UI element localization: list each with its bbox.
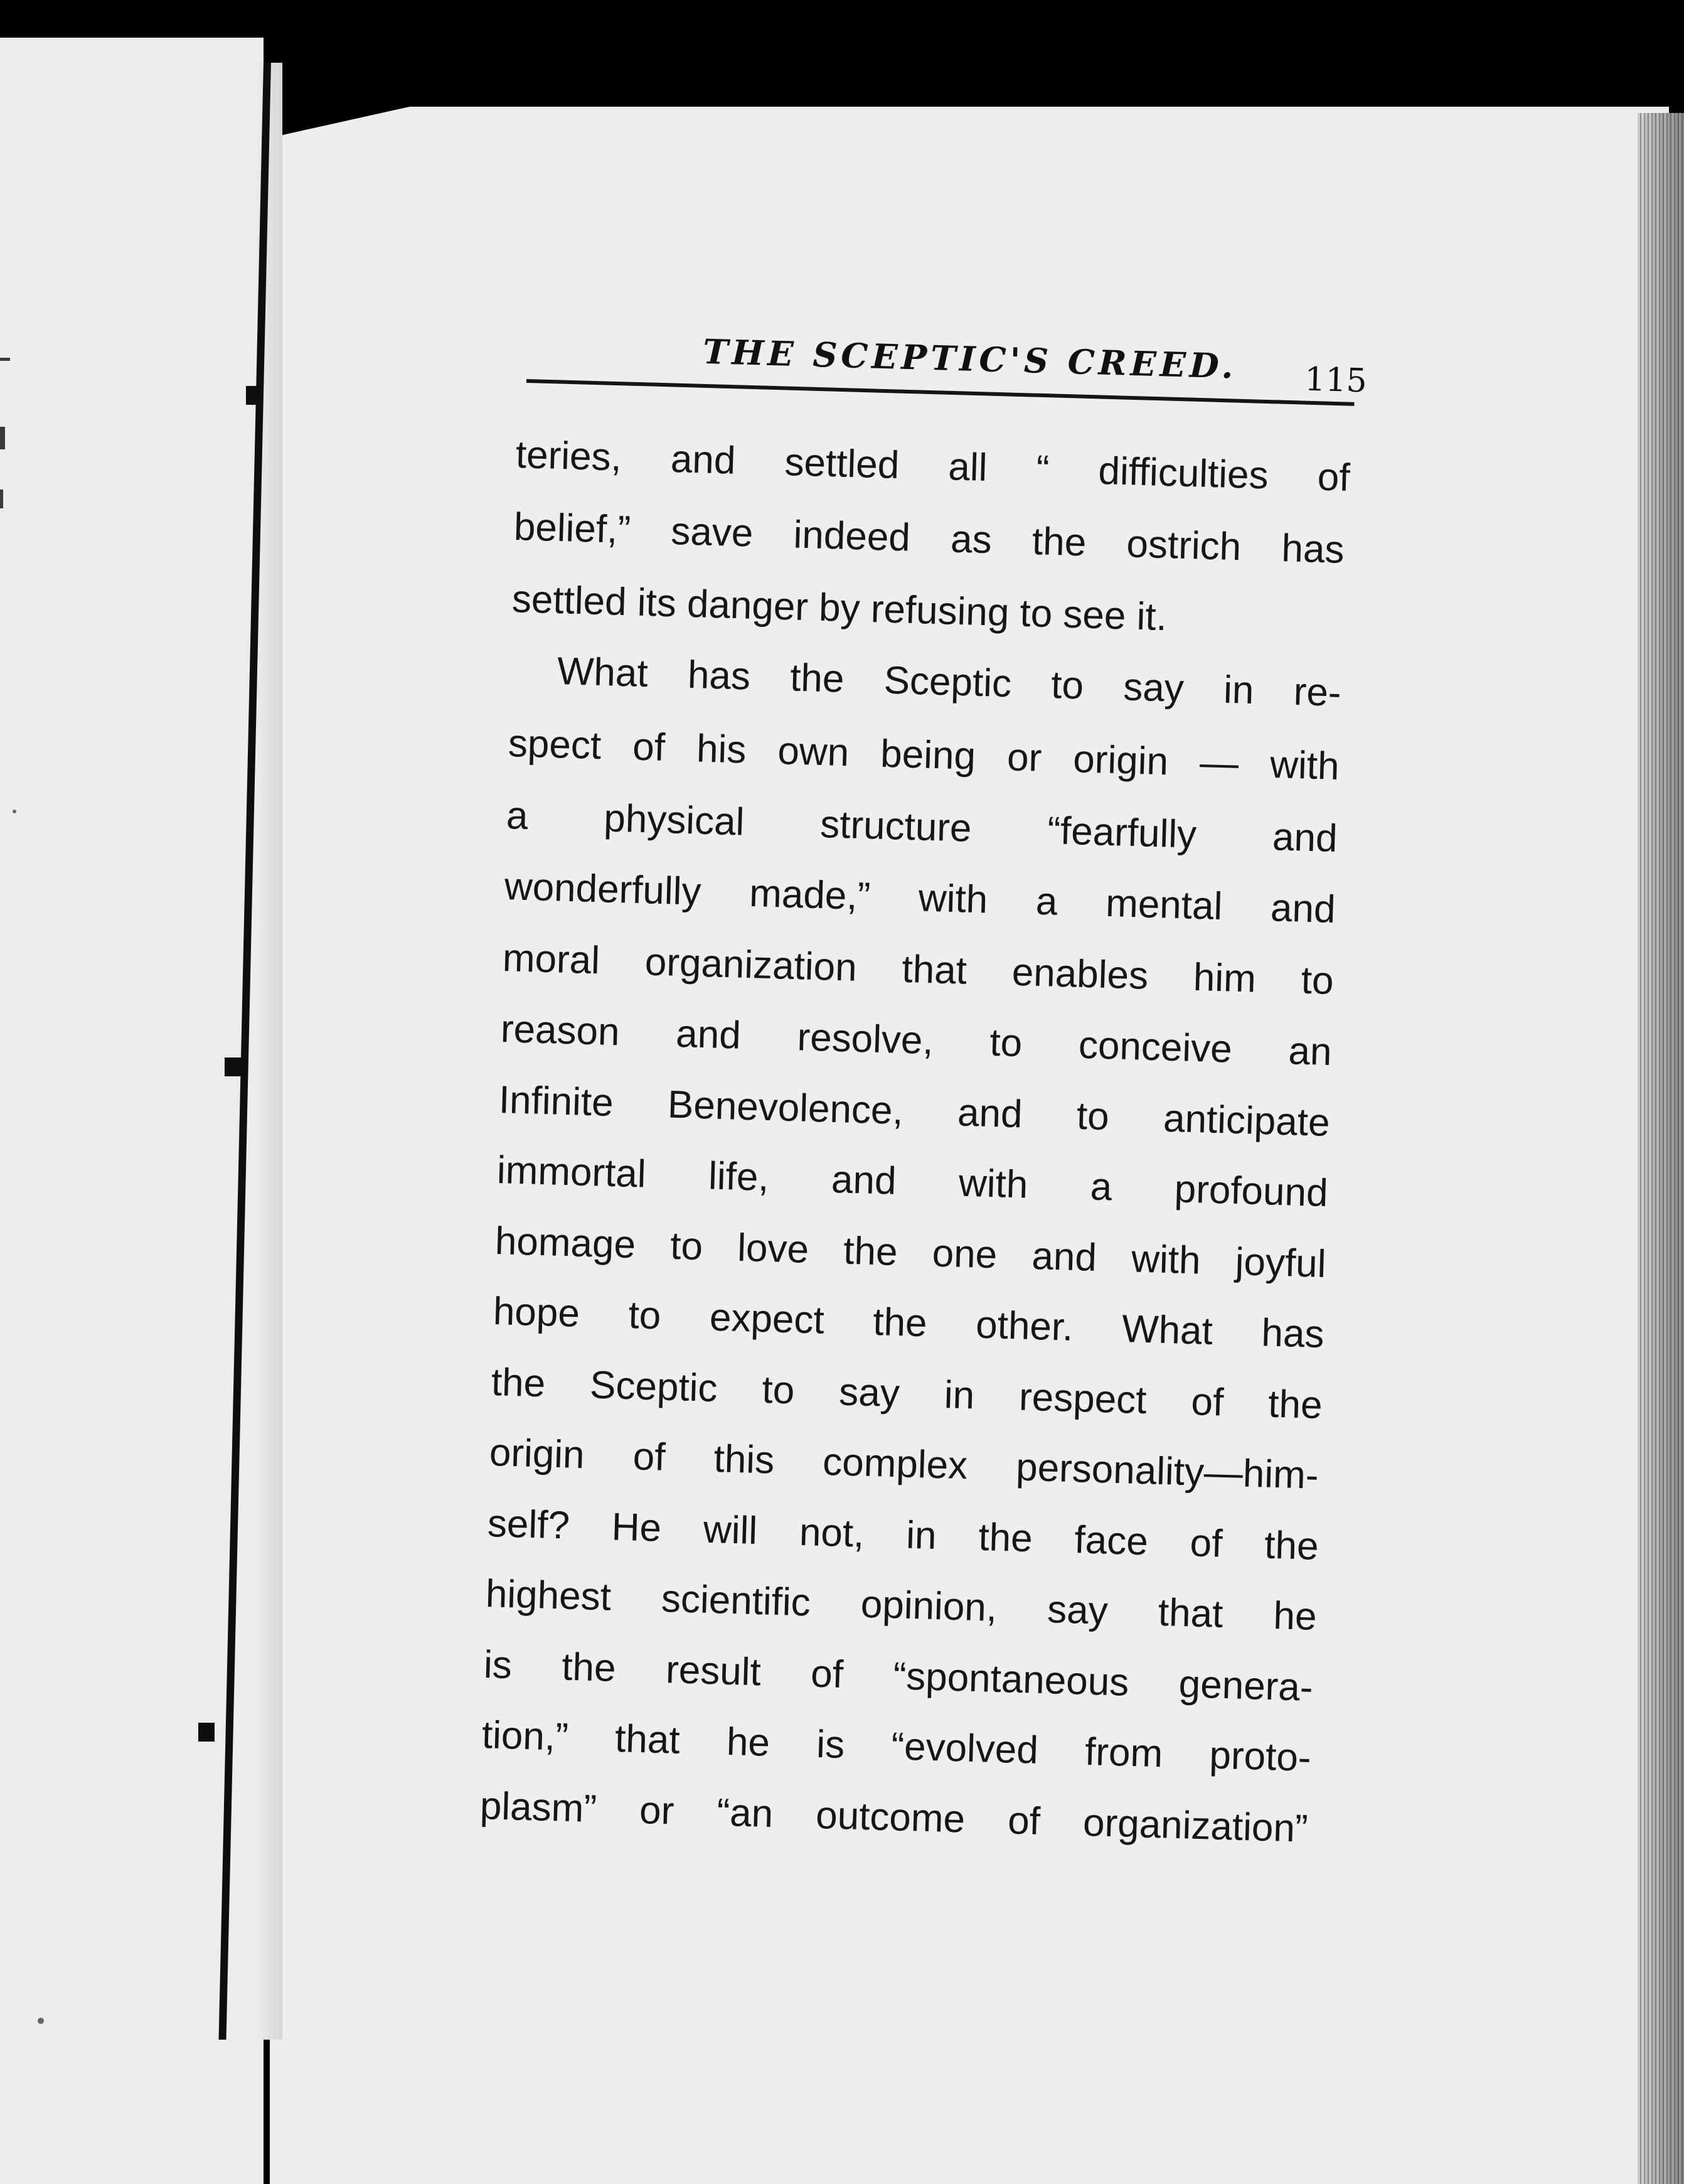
text-line: What has the Sceptic to say in re- [557, 650, 1342, 715]
text-line: a physical structure “fearfully and [506, 794, 1338, 860]
page-number: 115 [1304, 360, 1368, 400]
text-line: hope to expect the other. What has [493, 1290, 1325, 1356]
text-line: plasm” or “an outcome of organization” [479, 1784, 1309, 1851]
running-head: THE SCEPTIC'S CREED. [702, 331, 1238, 387]
text-line: is the result of “spontaneous genera- [483, 1643, 1314, 1710]
text-line: homage to love the one and with joyful [494, 1219, 1327, 1286]
text-line: wonderfully made,” with a mental and [504, 865, 1336, 931]
text-line: tion,” that he is “evolved from proto- [481, 1713, 1312, 1780]
paper-speck [13, 810, 16, 813]
text-line: reason and resolve, to conceive an [500, 1007, 1333, 1074]
text-line: moral organization that enables him to [502, 936, 1335, 1003]
text-line: Infinite Benevolence, and to anticipate [498, 1078, 1331, 1145]
text-line: origin of this complex personality—him- [489, 1431, 1319, 1497]
text-line: immortal life, and with a profound [496, 1148, 1329, 1215]
text-line: settled its danger by refusing to see it. [511, 577, 1168, 640]
text-line: the Sceptic to say in respect of the [491, 1361, 1323, 1427]
text-line: self? He will not, in the face of the [487, 1502, 1319, 1568]
text-line: spect of his own being or origin — with [508, 722, 1340, 788]
paper-speck [38, 2018, 44, 2024]
text-line: teries, and settled all “ difficulties of [515, 433, 1351, 500]
text-line: highest scientific opinion, say that he [485, 1572, 1318, 1639]
text-line: belief,” save indeed as the ostrich has [513, 505, 1345, 572]
